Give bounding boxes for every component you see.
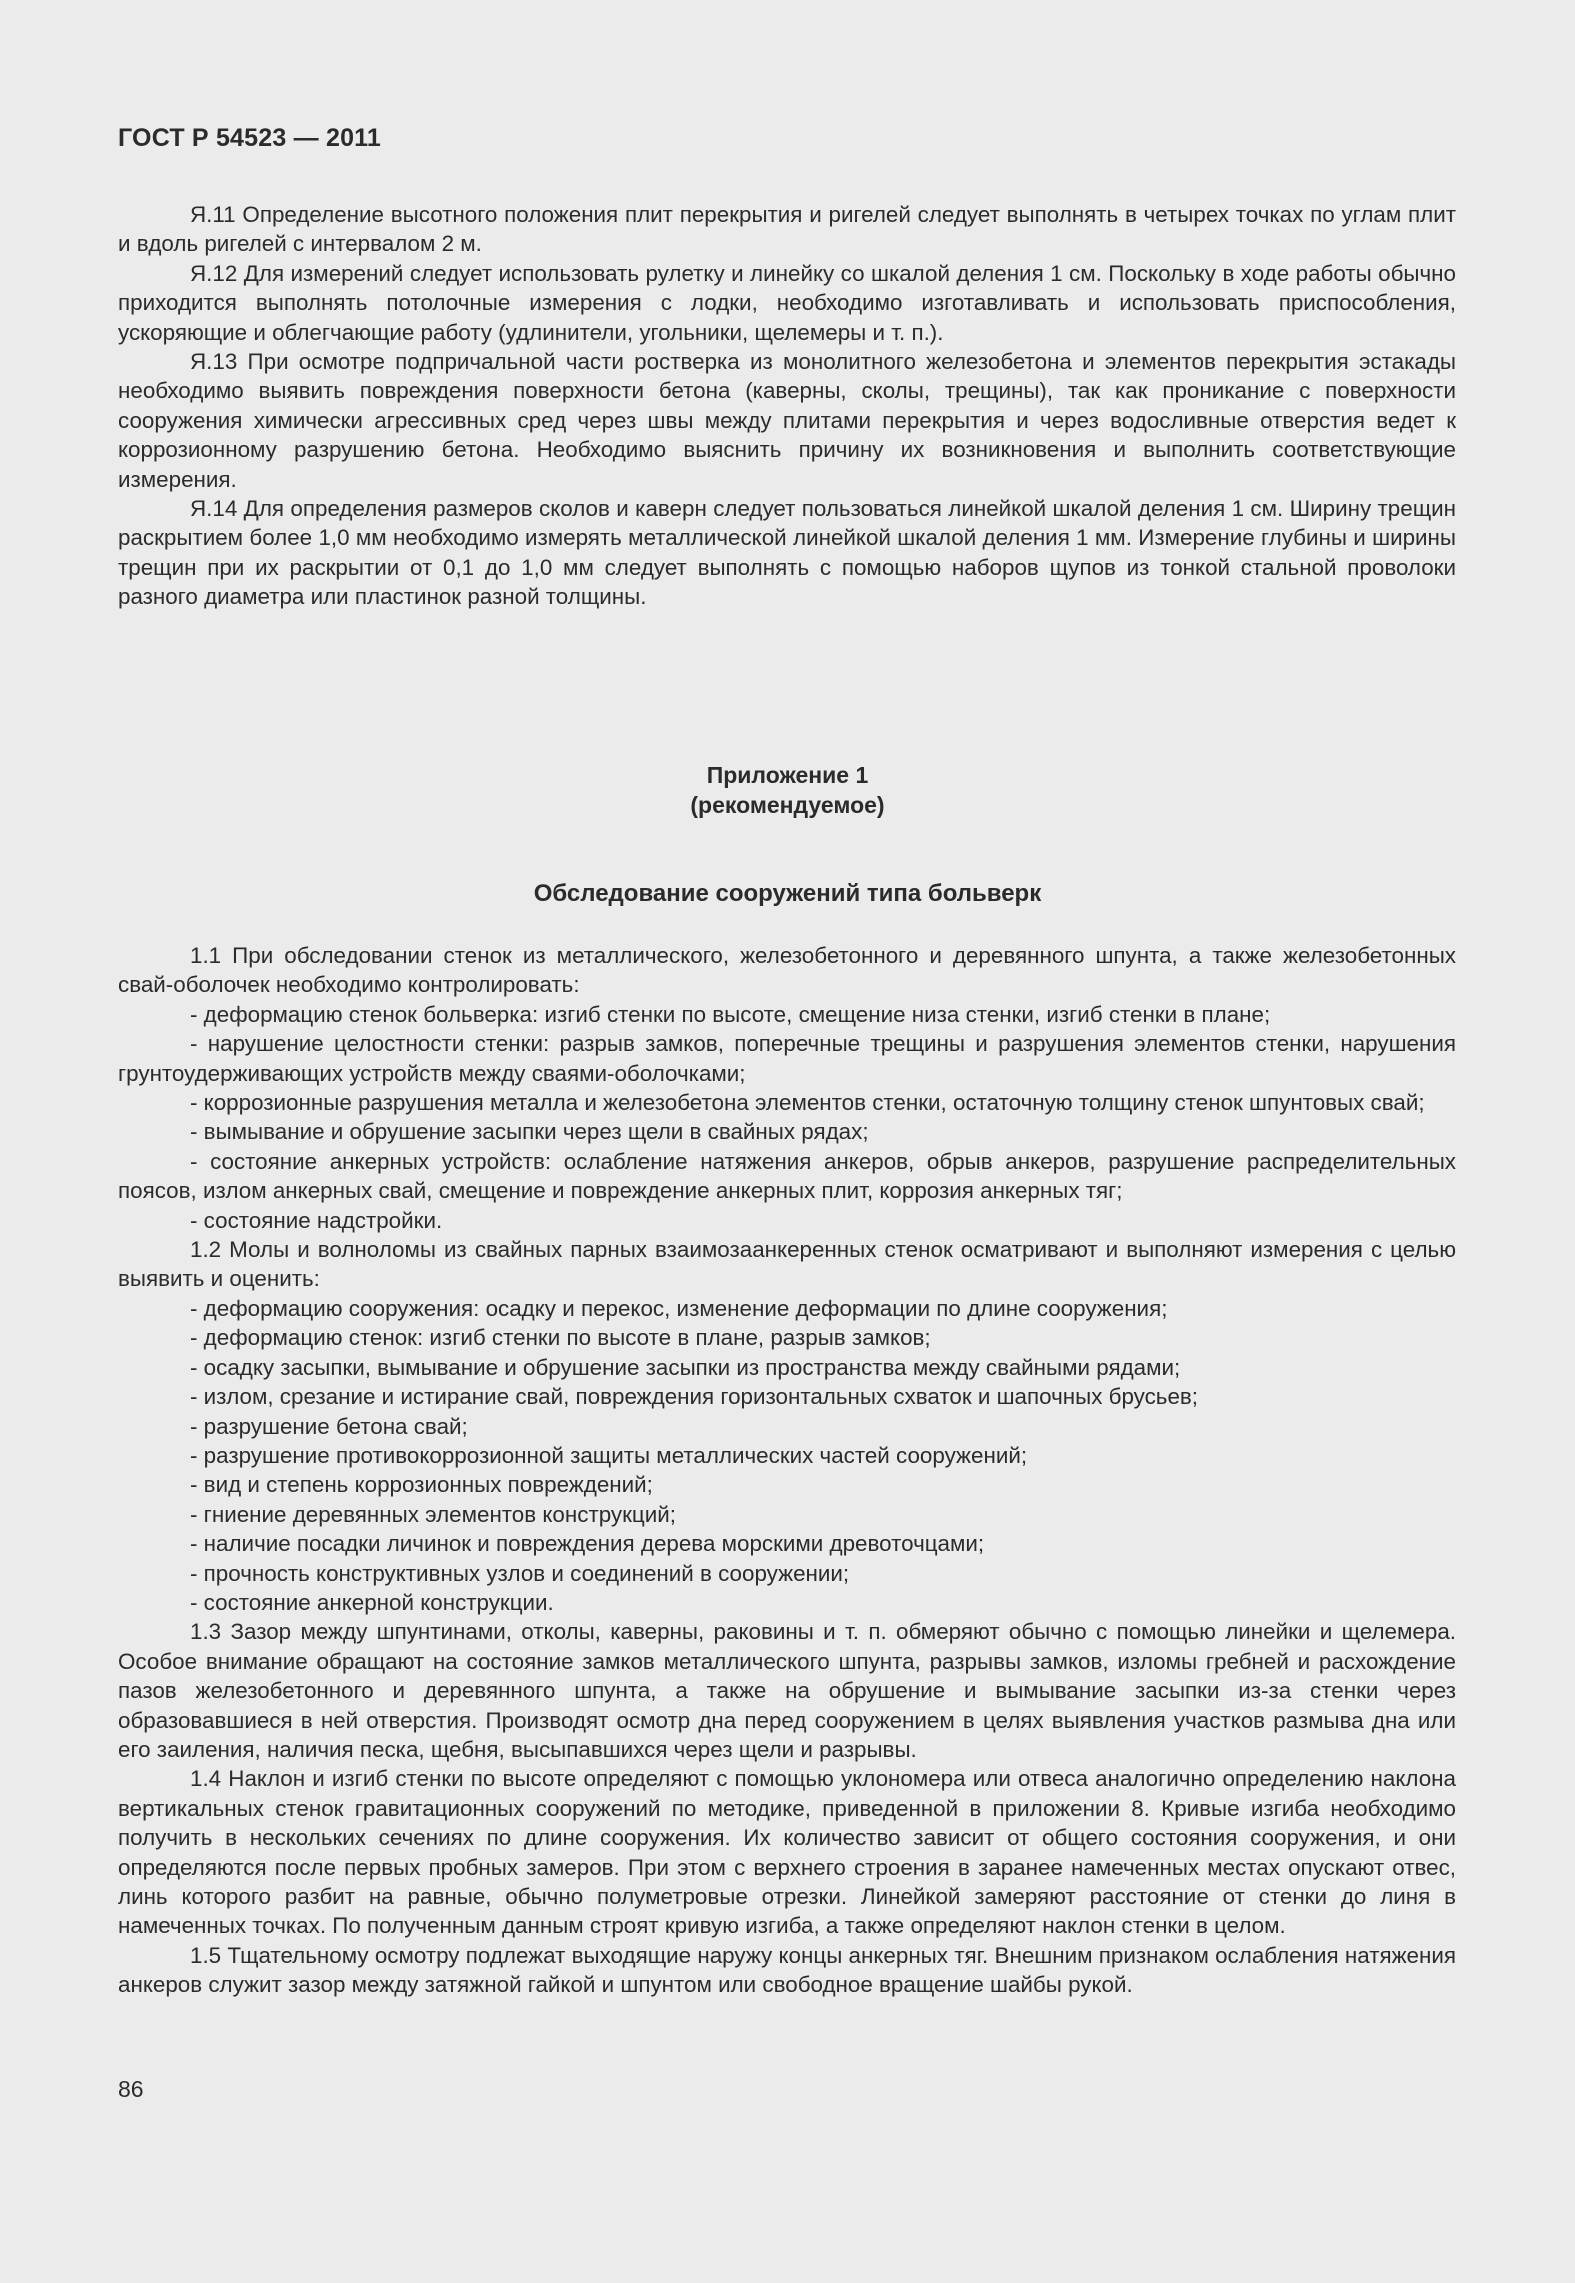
appendix-subtitle: (рекомендуемое) [690,792,885,818]
paragraph-1-4: 1.4 Наклон и изгиб стенки по высоте определяют с помощью уклономера или отвеса аналогично определению наклона вертикальных стенок гравитационных сооружений по методике, приведенной в приложении 8. Кривые изгиба необходимо получить в нескольких сечениях по длине сооружения. Их количество зависит от общего состояния сооружения, и они определяются после первых пробных замеров. При этом с верхнего строения в заранее намеченных местах опускают отвес, линь которого разбит на равные, обычно полуметровые отрезки. Линейкой замеряют расстояние от стенки до линя в намеченных точках. По полученным данным строят кривую изгиба, а также определяют наклон стенки в целом. [118,1766,1456,1939]
list-item: - деформацию стенок больверка: изгиб стенки по высоте, смещение низа стенки, изгиб стенки в плане; [190,1001,1271,1027]
section-title: Обследование сооружений типа больверк [533,880,1042,907]
paragraph-1-2: 1.2 Молы и волноломы из свайных парных взаимозаанкеренных стенок осматривают и выполняют измерения с целью выявить и оценить: [118,1237,1456,1292]
paragraph-ya14: Я.14 Для определения размеров сколов и каверн следует пользоваться линейкой шкалой деления 1 см. Ширину трещин раскрытием более 1,0 мм необходимо измерять металлической линейкой шкалой деления 1 мм. Измерение глубины и ширины трещин при их раскрытии от 0,1 до 1,0 мм следует выполнять с помощью наборов щупов из тонкой стальной проволоки разного диаметра или пластинок разной толщины. [118,496,1456,610]
list-item: - наличие посадки личинок и повреждения дерева морскими древоточцами; [190,1531,985,1557]
list-item: - деформацию стенок: изгиб стенки по высоте в плане, разрыв замков; [190,1325,931,1351]
list-item: - состояние анкерной конструкции. [190,1589,554,1615]
list-item: - разрушение противокоррозионной защиты металлических частей сооружений; [190,1442,1028,1468]
paragraph-1-5: 1.5 Тщательному осмотру подлежат выходящие наружу концы анкерных тяг. Внешним признаком ослабления натяжения анкеров служит зазор между затяжной гайкой и шпунтом или свободное вращение шайбы рукой. [118,1942,1456,1998]
list-item: - состояние анкерных устройств: ослабление натяжения анкеров, обрыв анкеров, разрушение распределительных поясов, излом анкерных свай, смещение и повреждение анкерных плит, коррозия анкерных тяг; [118,1148,1456,1204]
page-number: 86 [118,2076,144,2102]
document-header: ГОСТ Р 54523 — 2011 [118,124,382,152]
list-item: - прочность конструктивных узлов и соединений в сооружении; [190,1560,850,1586]
list-item: - коррозионные разрушения металла и железобетона элементов стенки, остаточную толщину стенок шпунтовых свай; [190,1090,1425,1116]
list-item: - нарушение целостности стенки: разрыв замков, поперечные трещины и разрушения элементов стенки, нарушения грунтоудерживающих устройств между сваями-оболочками; [118,1031,1456,1086]
list-item: - осадку засыпки, вымывание и обрушение засыпки из пространства между свайными рядами; [190,1354,1181,1380]
list-item: - состояние надстройки. [190,1207,443,1233]
list-item: - вымывание и обрушение засыпки через щели в свайных рядах; [190,1119,869,1145]
list-item: - деформацию сооружения: осадку и перекос, изменение деформации по длине сооружения; [190,1295,1168,1321]
paragraph-ya13: Я.13 При осмотре подпричальной части ростверка из монолитного железобетона и элементов перекрытия эстакады необходимо выявить повреждения поверхности бетона (каверны, сколы, трещины), так как проникание с поверхности сооружения химически агрессивных сред через швы между плитами перекрытия и через водосливные отверстия ведет к коррозионному разрушению бетона. Необходимо выяснить причину их возникновения и выполнить соответствующие измерения. [118,349,1456,492]
paragraph-ya11: Я.11 Определение высотного положения плит перекрытия и ригелей следует выполнять в четырех точках по углам плит и вдоль ригелей с интервалом 2 м. [118,202,1456,257]
top-text-block [118,200,1456,612]
appendix-title: Приложение 1 [706,762,869,788]
paragraph-1-3: 1.3 Зазор между шпунтинами, отколы, каверны, раковины и т. п. обмеряют обычно с помощью линейки и щелемера. Особое внимание обращают на состояние замков металлического шпунта, разрывы замков, изломы гребней и расхождение пазов железобетонного и деревянного шпунта, а также на обрушение и вымывание засыпки из-за стенки через образовавшиеся в ней отверстия. Производят осмотр дна перед сооружением в целях выявления участков размыва дна или его заиления, наличия песка, щебня, высыпавшихся через щели и разрывы. [118,1619,1456,1762]
list-item: - гниение деревянных элементов конструкций; [190,1501,676,1527]
paragraph-ya12: Я.12 Для измерений следует использовать рулетку и линейку со шкалой деления 1 см. Поскольку в ходе работы обычно приходится выполнять потолочные измерения с лодки, необходимо изготавливать и использовать приспособления, ускоряющие и облегчающие работу (удлинители, угольники, щелемеры и т. п.). [118,260,1456,345]
list-item: - разрушение бетона свай; [190,1413,468,1439]
paragraph-1-1: 1.1 При обследовании стенок из металлического, железобетонного и деревянного шпунта, а также железобетонных свай-оболочек необходимо контролировать: [118,943,1456,998]
list-item: - вид и степень коррозионных повреждений; [190,1472,653,1498]
list-item: - излом, срезание и истирание свай, повреждения горизонтальных схваток и шапочных брусьев; [190,1384,1199,1410]
appendix-text-block [118,941,1456,2000]
